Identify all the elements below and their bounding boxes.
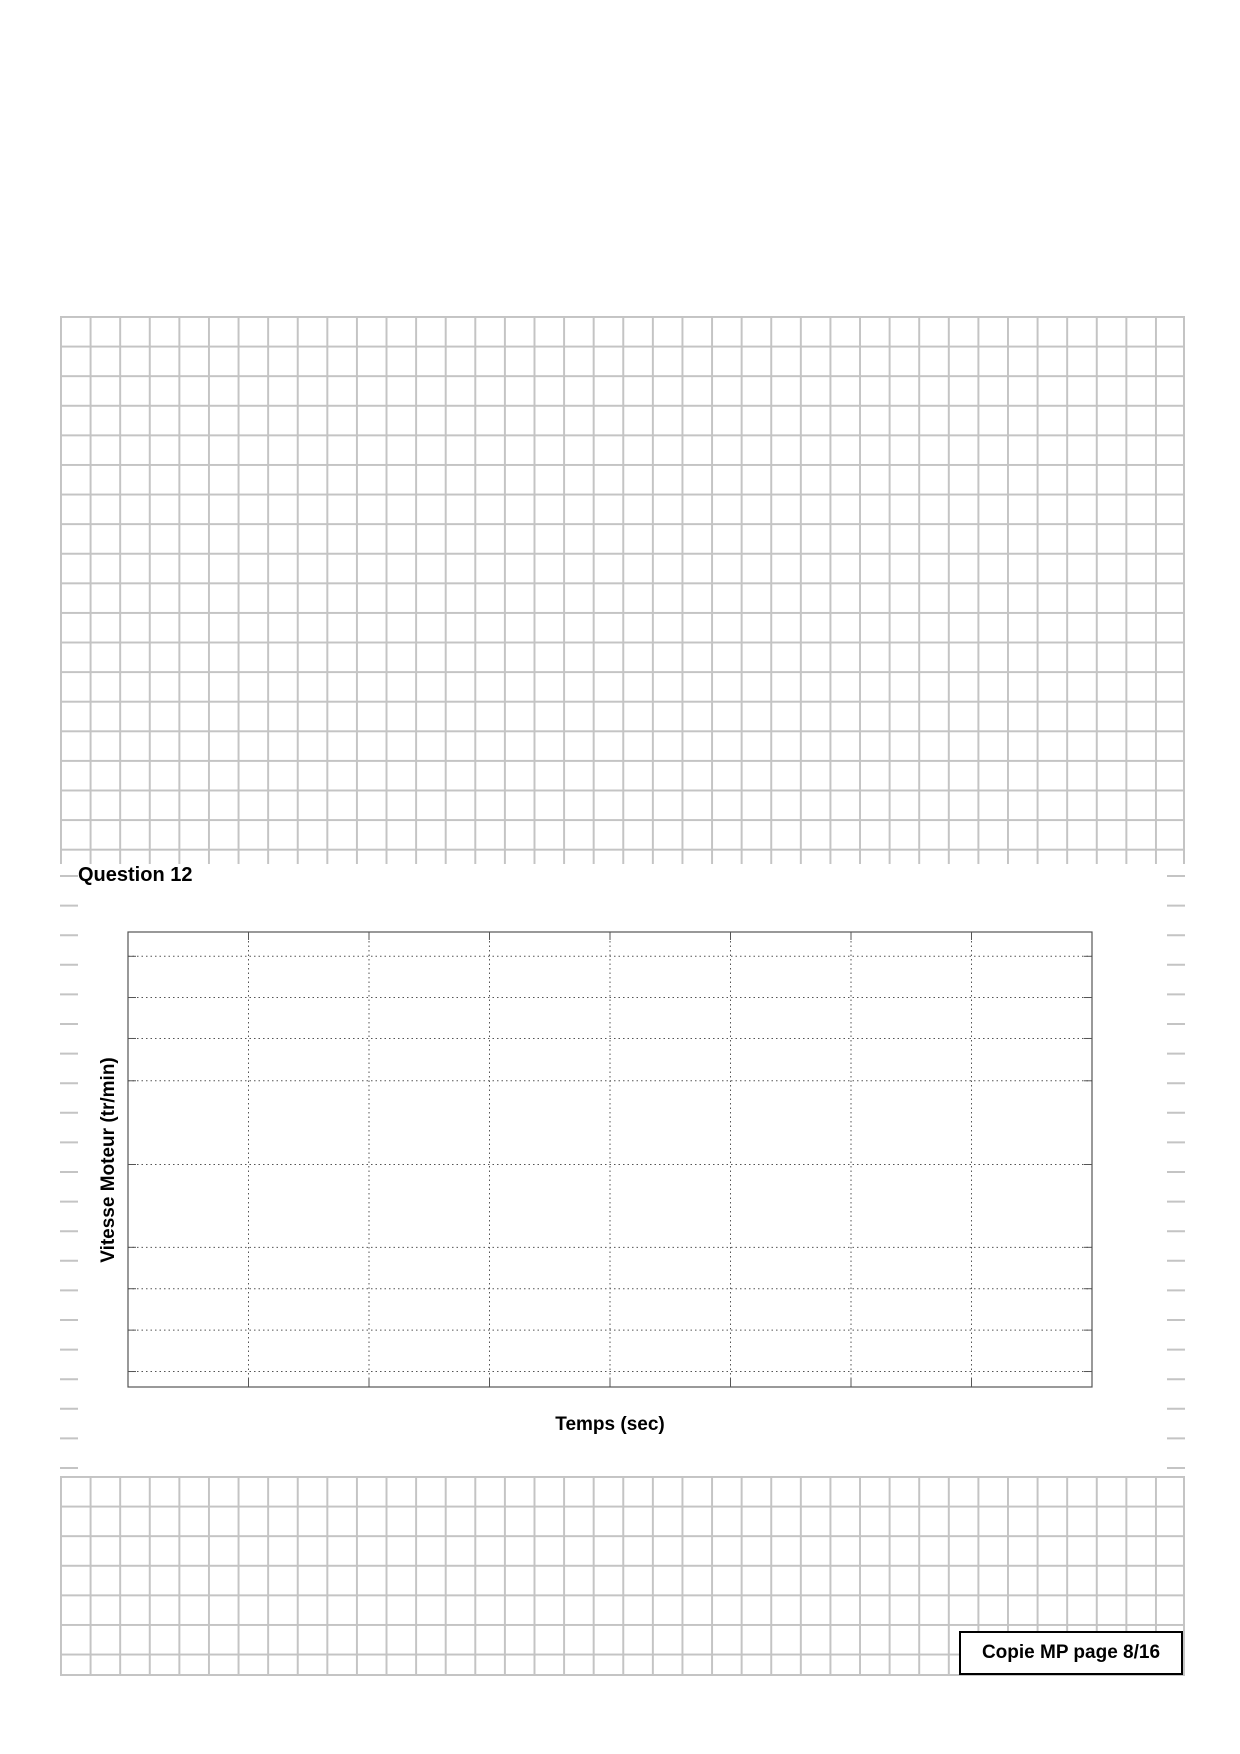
left-margin-ticks	[60, 864, 78, 1476]
chart	[90, 920, 1130, 1440]
y-axis-label: Vitesse Moteur (tr/min)	[98, 1057, 119, 1263]
right-margin-ticks	[1167, 864, 1185, 1476]
chart-grid	[128, 932, 1092, 1387]
page-number-badge: Copie MP page 8/16	[959, 1631, 1183, 1675]
squared-paper-top	[60, 316, 1185, 864]
x-axis-label: Temps (sec)	[555, 1414, 665, 1435]
question-title: Question 12	[78, 864, 193, 886]
